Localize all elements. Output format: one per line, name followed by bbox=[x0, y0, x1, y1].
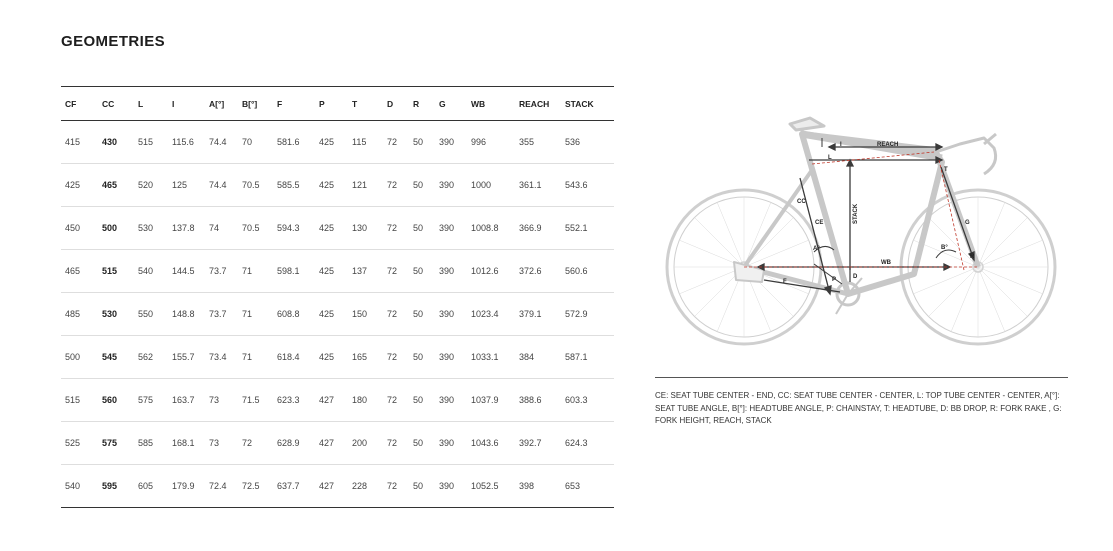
table-cell: 425 bbox=[315, 164, 348, 207]
table-cell: 653 bbox=[561, 465, 614, 508]
table-cell: 605 bbox=[134, 465, 168, 508]
table-row bbox=[61, 422, 614, 465]
table-cell: 520 bbox=[134, 164, 168, 207]
table-cell: 623.3 bbox=[273, 379, 315, 422]
column-header: F bbox=[273, 87, 315, 121]
table-cell: 73 bbox=[205, 422, 238, 465]
column-header: WB bbox=[467, 87, 515, 121]
table-cell: 427 bbox=[315, 379, 348, 422]
table-cell: 72 bbox=[383, 379, 409, 422]
g-label: G bbox=[965, 220, 970, 226]
table-cell: 637.7 bbox=[273, 465, 315, 508]
table-cell: 137.8 bbox=[168, 207, 205, 250]
table-cell: 73.7 bbox=[205, 250, 238, 293]
table-cell: 72 bbox=[383, 336, 409, 379]
table-cell: 355 bbox=[515, 121, 561, 164]
table-cell: 415 bbox=[61, 121, 98, 164]
table-cell: 608.8 bbox=[273, 293, 315, 336]
table-cell: 72 bbox=[383, 207, 409, 250]
table-cell: 390 bbox=[435, 121, 467, 164]
table-cell: 71.5 bbox=[238, 379, 273, 422]
table-cell: 500 bbox=[98, 207, 134, 250]
b-angle-label: B° bbox=[941, 245, 948, 251]
wb-label: WB bbox=[881, 260, 891, 266]
table-cell: 50 bbox=[409, 121, 435, 164]
table-cell: 628.9 bbox=[273, 422, 315, 465]
geometry-legend: CE: SEAT TUBE CENTER - END, CC: SEAT TUBE CENTER - CENTER, L: TOP TUBE CENTER - CENTER, A[°]: SEAT TUBE ANGLE, B[°]: HEADTUBE ANGLE, P: CHAINSTAY, T: HEADTUBE, D: BB DROP, R: FORK RAKE , G: FORK HEIGHT, REACH, STACK bbox=[655, 391, 1062, 425]
page-title: GEOMETRIES bbox=[61, 33, 166, 50]
table-cell: 425 bbox=[315, 207, 348, 250]
table-row bbox=[61, 207, 614, 250]
table-cell: 1008.8 bbox=[467, 207, 515, 250]
reach-label: REACH bbox=[877, 142, 899, 148]
table-cell: 125 bbox=[168, 164, 205, 207]
table-cell: 515 bbox=[134, 121, 168, 164]
table-cell: 594.3 bbox=[273, 207, 315, 250]
table-cell: 50 bbox=[409, 336, 435, 379]
table-cell: 425 bbox=[315, 250, 348, 293]
table-cell: 996 bbox=[467, 121, 515, 164]
column-header: B[°] bbox=[238, 87, 273, 121]
column-header: L bbox=[134, 87, 168, 121]
legend-divider bbox=[655, 377, 1068, 378]
table-cell: 388.6 bbox=[515, 379, 561, 422]
table-cell: 465 bbox=[61, 250, 98, 293]
table-row bbox=[61, 250, 614, 293]
table-cell: 485 bbox=[61, 293, 98, 336]
column-header: R bbox=[409, 87, 435, 121]
table-cell: 50 bbox=[409, 293, 435, 336]
table-cell: 74.4 bbox=[205, 164, 238, 207]
table-cell: 515 bbox=[98, 250, 134, 293]
cc-label: CC bbox=[797, 199, 806, 205]
table-cell: 515 bbox=[61, 379, 98, 422]
f-label: F bbox=[783, 279, 787, 285]
table-cell: 71 bbox=[238, 336, 273, 379]
table-cell: 1033.1 bbox=[467, 336, 515, 379]
table-row bbox=[61, 379, 614, 422]
table-cell: 545 bbox=[98, 336, 134, 379]
table-cell: 1043.6 bbox=[467, 422, 515, 465]
table-cell: 72 bbox=[383, 121, 409, 164]
table-cell: 372.6 bbox=[515, 250, 561, 293]
column-header: STACK bbox=[561, 87, 614, 121]
column-header: D bbox=[383, 87, 409, 121]
table-cell: 398 bbox=[515, 465, 561, 508]
column-header: REACH bbox=[515, 87, 561, 121]
table-cell: 543.6 bbox=[561, 164, 614, 207]
column-header: G bbox=[435, 87, 467, 121]
table-cell: 425 bbox=[315, 336, 348, 379]
bike-geometry-diagram bbox=[664, 100, 1060, 360]
table-row bbox=[61, 164, 614, 207]
column-header: P bbox=[315, 87, 348, 121]
table-cell: 70.5 bbox=[238, 164, 273, 207]
table-cell: 115 bbox=[348, 121, 383, 164]
table-cell: 598.1 bbox=[273, 250, 315, 293]
i-label: I bbox=[840, 142, 842, 148]
table-cell: 50 bbox=[409, 465, 435, 508]
geometry-table bbox=[61, 86, 614, 508]
table-cell: 73.7 bbox=[205, 293, 238, 336]
table-cell: 450 bbox=[61, 207, 98, 250]
table-cell: 427 bbox=[315, 465, 348, 508]
table-cell: 70.5 bbox=[238, 207, 273, 250]
table-header-row bbox=[61, 87, 614, 121]
table-cell: 72 bbox=[383, 422, 409, 465]
table-row bbox=[61, 121, 614, 164]
table-cell: 200 bbox=[348, 422, 383, 465]
table-cell: 581.6 bbox=[273, 121, 315, 164]
table-cell: 536 bbox=[561, 121, 614, 164]
table-cell: 163.7 bbox=[168, 379, 205, 422]
table-cell: 70 bbox=[238, 121, 273, 164]
table-cell: 1037.9 bbox=[467, 379, 515, 422]
table-cell: 390 bbox=[435, 293, 467, 336]
column-header: T bbox=[348, 87, 383, 121]
table-cell: 115.6 bbox=[168, 121, 205, 164]
table-cell: 430 bbox=[98, 121, 134, 164]
table-cell: 130 bbox=[348, 207, 383, 250]
column-header: CC bbox=[98, 87, 134, 121]
table-cell: 155.7 bbox=[168, 336, 205, 379]
table-cell: 530 bbox=[98, 293, 134, 336]
table-cell: 50 bbox=[409, 379, 435, 422]
table-cell: 72.5 bbox=[238, 465, 273, 508]
seat-tube-cc-line bbox=[800, 178, 830, 294]
table-cell: 150 bbox=[348, 293, 383, 336]
table-cell: 618.4 bbox=[273, 336, 315, 379]
table-row bbox=[61, 465, 614, 508]
table-cell: 1052.5 bbox=[467, 465, 515, 508]
table-cell: 540 bbox=[61, 465, 98, 508]
table-cell: 425 bbox=[315, 293, 348, 336]
table-cell: 552.1 bbox=[561, 207, 614, 250]
table-cell: 228 bbox=[348, 465, 383, 508]
table-cell: 180 bbox=[348, 379, 383, 422]
table-cell: 72 bbox=[383, 164, 409, 207]
ce-label: CE bbox=[815, 220, 824, 226]
table-cell: 587.1 bbox=[561, 336, 614, 379]
table-cell: 1023.4 bbox=[467, 293, 515, 336]
a-angle-label: A° bbox=[813, 246, 820, 252]
d-label: D bbox=[853, 274, 858, 280]
table-row bbox=[61, 293, 614, 336]
table-cell: 72.4 bbox=[205, 465, 238, 508]
table-cell: 585 bbox=[134, 422, 168, 465]
table-cell: 390 bbox=[435, 465, 467, 508]
table-cell: 50 bbox=[409, 422, 435, 465]
table-cell: 72 bbox=[383, 250, 409, 293]
table-cell: 144.5 bbox=[168, 250, 205, 293]
table-cell: 74.4 bbox=[205, 121, 238, 164]
table-cell: 50 bbox=[409, 164, 435, 207]
table-cell: 361.1 bbox=[515, 164, 561, 207]
column-header: A[°] bbox=[205, 87, 238, 121]
table-cell: 624.3 bbox=[561, 422, 614, 465]
table-cell: 427 bbox=[315, 422, 348, 465]
table-body bbox=[61, 121, 614, 508]
table-cell: 603.3 bbox=[561, 379, 614, 422]
table-cell: 390 bbox=[435, 250, 467, 293]
table-cell: 71 bbox=[238, 250, 273, 293]
table-cell: 562 bbox=[134, 336, 168, 379]
table-cell: 137 bbox=[348, 250, 383, 293]
table-cell: 72 bbox=[383, 465, 409, 508]
table-cell: 530 bbox=[134, 207, 168, 250]
table-cell: 465 bbox=[98, 164, 134, 207]
table-cell: 390 bbox=[435, 164, 467, 207]
table-cell: 390 bbox=[435, 207, 467, 250]
table-cell: 74 bbox=[205, 207, 238, 250]
p-label: P bbox=[832, 277, 837, 283]
table-cell: 168.1 bbox=[168, 422, 205, 465]
table-cell: 121 bbox=[348, 164, 383, 207]
table-cell: 72 bbox=[238, 422, 273, 465]
table-cell: 390 bbox=[435, 422, 467, 465]
r-label: R bbox=[970, 254, 975, 260]
table-cell: 560.6 bbox=[561, 250, 614, 293]
table-cell: 366.9 bbox=[515, 207, 561, 250]
table-cell: 73.4 bbox=[205, 336, 238, 379]
table-cell: 384 bbox=[515, 336, 561, 379]
table-cell: 500 bbox=[61, 336, 98, 379]
table-cell: 50 bbox=[409, 250, 435, 293]
table-cell: 50 bbox=[409, 207, 435, 250]
table-cell: 425 bbox=[61, 164, 98, 207]
table-cell: 1012.6 bbox=[467, 250, 515, 293]
table-cell: 425 bbox=[315, 121, 348, 164]
table-cell: 392.7 bbox=[515, 422, 561, 465]
table-cell: 575 bbox=[134, 379, 168, 422]
table-cell: 572.9 bbox=[561, 293, 614, 336]
table-cell: 540 bbox=[134, 250, 168, 293]
table-cell: 560 bbox=[98, 379, 134, 422]
table-cell: 595 bbox=[98, 465, 134, 508]
table-cell: 379.1 bbox=[515, 293, 561, 336]
table-cell: 179.9 bbox=[168, 465, 205, 508]
table-cell: 525 bbox=[61, 422, 98, 465]
table-cell: 550 bbox=[134, 293, 168, 336]
stack-label: STACK bbox=[853, 203, 859, 224]
table-cell: 72 bbox=[383, 293, 409, 336]
table-cell: 575 bbox=[98, 422, 134, 465]
table-cell: 585.5 bbox=[273, 164, 315, 207]
table-cell: 71 bbox=[238, 293, 273, 336]
table-row bbox=[61, 336, 614, 379]
column-header: CF bbox=[61, 87, 98, 121]
table-cell: 1000 bbox=[467, 164, 515, 207]
l-label: L bbox=[828, 155, 832, 161]
t-label: T bbox=[944, 167, 948, 173]
table-cell: 165 bbox=[348, 336, 383, 379]
table-cell: 148.8 bbox=[168, 293, 205, 336]
table-cell: 390 bbox=[435, 336, 467, 379]
table-cell: 73 bbox=[205, 379, 238, 422]
table-cell: 390 bbox=[435, 379, 467, 422]
column-header: I bbox=[168, 87, 205, 121]
